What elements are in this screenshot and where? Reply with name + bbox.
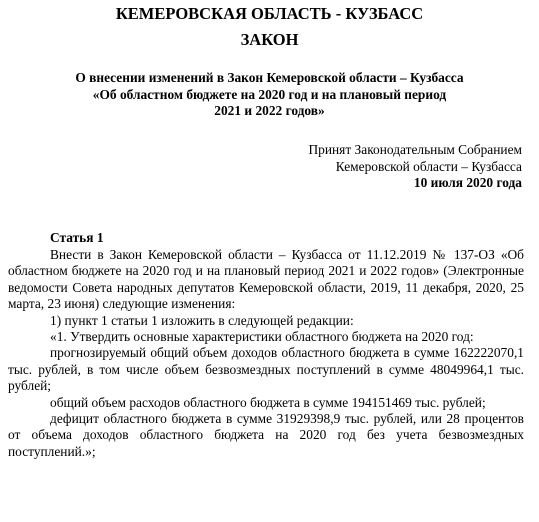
document-type-heading: ЗАКОН [240,30,299,49]
article-heading: Статья 1 [50,230,104,245]
adoption-block [308,142,522,192]
adoption-line: Принят Законодательным Собранием [308,142,522,157]
law-title-line: «Об областном бюджете на 2020 год и на плановый период [92,86,447,102]
item-1-paragraph: 1) пункт 1 статьи 1 изложить в следующей редакции: [50,312,354,328]
article-body [8,247,524,460]
expenses-paragraph: общий объем расходов областного бюджета в сумме 194151469 тыс. рублей; [50,394,486,410]
law-title [0,70,539,120]
article-intro-paragraph: Внести в Закон Кемеровской области – Кузбасса от 11.12.2019 № 137-ОЗ «Об областном бюджете на 2020 год и на плановый период 2021 и 2022 годов» (Электронные ведомости Совета народных депутатов Кемеровской области, 2019, 11 декабря, 2020, 25 марта, 23 июня) следующие изменения: [8,247,524,312]
income-paragraph: прогнозируемый общий объем доходов областного бюджета в сумме 162222070,1 тыс. рублей, в том числе объем безвозмездных поступлений в сумме 48049964,1 тыс. рублей; [8,345,524,394]
law-title-line: О внесении изменений в Закон Кемеровской области – Кузбасса [75,70,464,85]
region-heading: КЕМЕРОВСКАЯ ОБЛАСТЬ - КУЗБАСС [115,4,424,23]
adoption-line: Кемеровской области – Кузбасса [335,158,522,174]
deficit-paragraph: дефицит областного бюджета в сумме 31929398,9 тыс. рублей, или 28 процентов от объема доходов областного бюджета на 2020 год без учета безвозмездных поступлений.»; [8,411,524,459]
adoption-date: 10 июля 2020 года [413,175,522,191]
law-title-line: 2021 и 2022 годов» [214,103,325,119]
quote-start-paragraph: «1. Утвердить основные характеристики областного бюджета на 2020 год: [50,329,474,345]
